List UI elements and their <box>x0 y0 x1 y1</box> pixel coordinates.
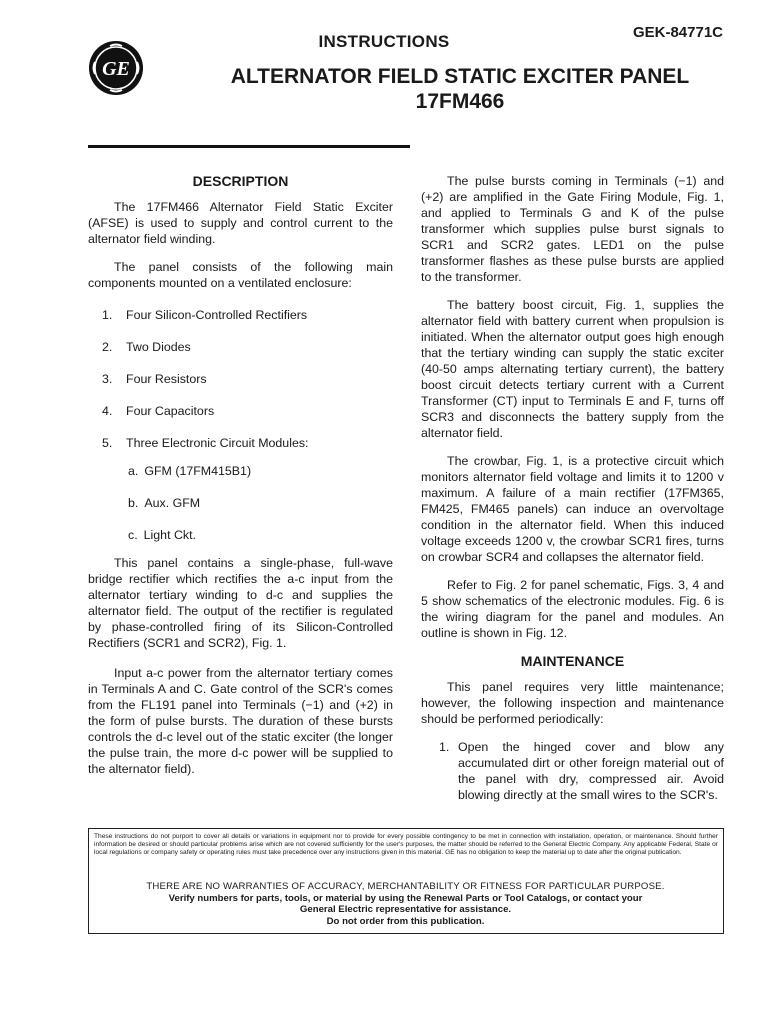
description-paragraph-5: The pulse bursts coming in Terminals (−1) and (+2) are amplified in the Gate Firing Module, Fig. 1, and applied to Terminals G and K of the pulse transformer which supplies pulse burst signals to SCR1 and SCR2 gates. LED1 on the pulse transformer flashes as these pulse bursts are applied to the transformer. <box>421 174 724 284</box>
modules-list <box>126 463 393 543</box>
list-item: 4. Four Capacitors <box>102 404 215 418</box>
contact-notice: General Electric representative for assistance. <box>299 904 512 915</box>
maintenance-heading: MAINTENANCE <box>520 653 625 669</box>
maintenance-paragraph-1: This panel requires very little maintenance; however, the following inspection and maintenance should be performed periodically: <box>421 680 724 726</box>
page-title <box>150 64 768 114</box>
list-item: b. Aux. GFM <box>128 496 201 510</box>
disclaimer-notice <box>89 881 722 927</box>
list-item: 5. Three Electronic Circuit Modules: a. GFM (17FM415B1) b. Aux. GFM c. Light Ckt. <box>88 435 393 543</box>
list-item: 1. Open the hinged cover and blow any accumulated dirt or other foreign material out of the panel with dry, compressed air. Avoid blowing directly at the small wires to the SCR's. <box>439 740 724 802</box>
disclaimer-box <box>88 828 724 934</box>
header-rule <box>88 145 410 148</box>
components-list <box>88 307 393 543</box>
list-item: a. GFM (17FM415B1) <box>128 464 252 478</box>
svg-text:GE: GE <box>102 58 130 80</box>
description-paragraph-8: Refer to Fig. 2 for panel schematic, Figs. 3, 4 and 5 show schematics of the electronic modules. Fig. 6 is the wiring diagram for the panel and modules. An outline is shown in Fig. 12. <box>421 578 724 640</box>
disclaimer-text: These instructions do not purport to cover all details or variations in equipment nor to provide for every possible contingency to be met in connection with installation, operation, or maintenance. Should further information be desired or should particular problems arise which are not covered sufficiently for the user's purposes, the matter should be referred to the General Electric Company. Any applicable Federal, State or local regulations or company safety or operating rules must take precedence over any instructions given in this material. GE has no obligation to keep the material up to date after the original publication. <box>94 833 718 856</box>
title-line-1: ALTERNATOR FIELD STATIC EXCITER PANEL <box>230 65 690 88</box>
maintenance-list <box>421 739 724 803</box>
list-item: c. Light Ckt. <box>128 528 196 542</box>
list-item: 2. Two Diodes <box>102 340 191 354</box>
right-column <box>421 173 724 803</box>
instructions-label: INSTRUCTIONS <box>318 32 450 51</box>
warranty-notice: THERE ARE NO WARRANTIES OF ACCURACY, MERCHANTABILITY OR FITNESS FOR PARTICULAR PURPOSE. <box>146 881 665 892</box>
do-not-order-notice: Do not order from this publication. <box>326 915 485 927</box>
list-item: 3. Four Resistors <box>102 372 207 386</box>
verify-notice: Verify numbers for parts, tools, or material by using the Renewal Parts or Tool Catalogs, or contact your <box>168 892 643 904</box>
list-item: 1. Four Silicon-Controlled Rectifiers <box>102 308 308 322</box>
description-paragraph-2: The panel consists of the following main components mounted on a ventilated enclosure: <box>88 260 393 290</box>
description-paragraph-7: The crowbar, Fig. 1, is a protective circuit which monitors alternator field voltage and limits it to 1200 v maximum. A failure of a main rectifier (17FM365, FM425, FM465 panels) can induce an overvoltage condition in the alternator field. When this induced voltage exceeds 1200 v, the crowbar SCR1 fires, turns on crowbar SCR4 and collapses the alternator field. <box>421 454 724 564</box>
document-number: GEK-84771C <box>632 24 723 41</box>
title-line-2: 17FM466 <box>415 90 505 113</box>
description-paragraph-1: The 17FM466 Alternator Field Static Exciter (AFSE) is used to supply and control current to the alternator field winding. <box>88 200 393 246</box>
description-paragraph-6: The battery boost circuit, Fig. 1, supplies the alternator field with battery current when propulsion is initiated. When the alternator output goes high enough that the tertiary winding can supply the static exciter (40-50 amps alternating tertiary current), the battery boost circuit detects tertiary current with a Current Transformer (CT) input to Terminals E and F, turns off SCR3 and disconnects the battery supply from the alternator field. <box>421 298 724 440</box>
description-heading: DESCRIPTION <box>192 173 289 189</box>
description-paragraph-4: Input a-c power from the alternator tertiary comes in Terminals A and C. Gate control of the SCR's comes from the FL191 panel into Terminals (−1) and (+2) in the form of pulse bursts. The duration of these bursts controls the d-c level out of the static exciter (the longer the pulse train, the more d-c power will be supplied to the alternator field). <box>88 666 393 776</box>
left-column <box>88 173 393 789</box>
description-paragraph-3: This panel contains a single-phase, full-wave bridge rectifier which rectifies the a-c input from the alternator tertiary winding to d-c and supplies the alternator field. The output of the rectifier is regulated by phase-controlled firing of its Silicon-Controlled Rectifiers (SCR1 and SCR2), Fig. 1. <box>88 556 393 650</box>
